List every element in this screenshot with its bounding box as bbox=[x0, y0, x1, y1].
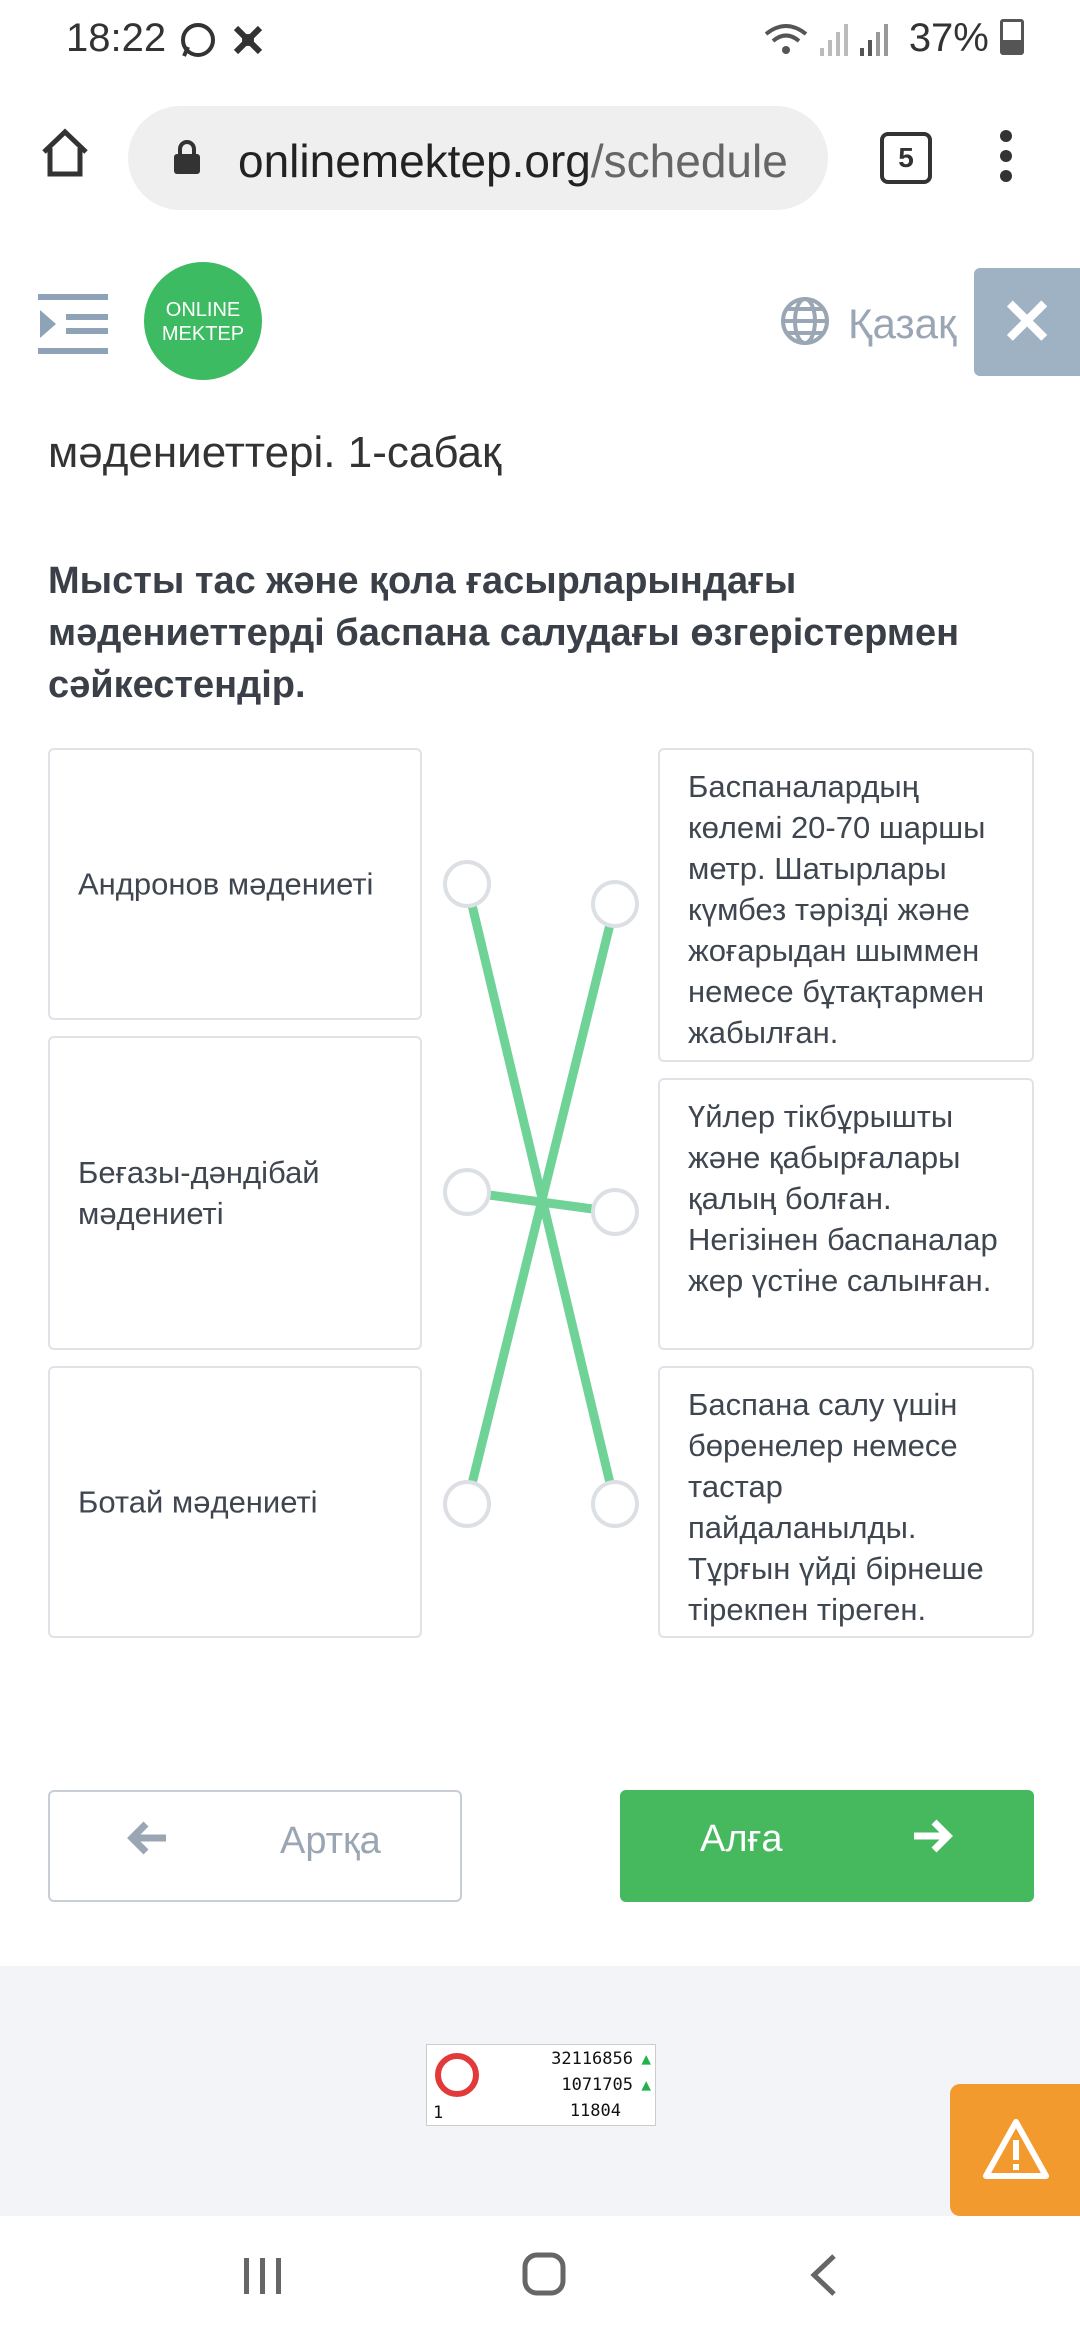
back-button[interactable] bbox=[48, 1790, 462, 1902]
right-connector-1[interactable] bbox=[591, 880, 639, 928]
counter-left-value: 1 bbox=[433, 2103, 444, 2123]
back-button-label: Артқа bbox=[280, 1820, 381, 1862]
counter-up-icon: ▲ bbox=[641, 2075, 651, 2094]
counter-value-2: 1071705 bbox=[561, 2075, 633, 2095]
tab-switcher-button[interactable]: 5 bbox=[880, 132, 932, 184]
next-button[interactable] bbox=[620, 1790, 1034, 1902]
battery-icon bbox=[1000, 19, 1024, 55]
matching-area bbox=[0, 740, 1080, 1660]
address-bar[interactable] bbox=[128, 106, 828, 210]
right-connector-2[interactable] bbox=[591, 1188, 639, 1236]
whatsapp-icon bbox=[178, 20, 218, 65]
language-selector[interactable]: Қазақ bbox=[780, 296, 956, 356]
report-problem-button[interactable] bbox=[950, 2084, 1080, 2216]
signal-icon-1 bbox=[818, 22, 850, 63]
counter-up-icon: ▲ bbox=[641, 2049, 651, 2068]
status-bar bbox=[0, 0, 1080, 88]
app-notification-icon bbox=[228, 20, 268, 65]
question-text: Мысты тас және қола ғасырларындағы мәдениеттерді баспана салудағы өзгерістермен сәйкестендір. bbox=[48, 560, 960, 706]
home-nav-icon[interactable] bbox=[522, 2252, 566, 2301]
lock-icon bbox=[172, 140, 202, 181]
online-mektep-logo[interactable]: ONLINE MEKTEP bbox=[144, 262, 262, 380]
visit-counter bbox=[426, 2044, 656, 2126]
globe-icon bbox=[780, 296, 830, 356]
lesson-title-line2: мәдениеттері. 1-сабақ bbox=[48, 428, 502, 477]
close-button[interactable]: ✕ bbox=[974, 268, 1080, 376]
recent-apps-icon[interactable] bbox=[242, 2256, 284, 2301]
right-card-label: Баспана салу үшін бөренелер немесе тастар пайдаланылды. Тұрғын үйді бірнеше тірекпен тіреген. bbox=[688, 1387, 984, 1627]
more-menu-icon[interactable] bbox=[998, 128, 1014, 189]
counter-value-3: 11804 bbox=[569, 2101, 621, 2121]
warning-icon bbox=[982, 2118, 1050, 2185]
signal-icon-2 bbox=[858, 22, 890, 63]
back-nav-icon[interactable] bbox=[808, 2252, 838, 2303]
left-connector-1[interactable] bbox=[443, 860, 491, 908]
match-lines bbox=[0, 740, 1080, 1660]
url-text: onlinemektep.org/schedule bbox=[238, 135, 788, 187]
right-card-label: Үйлер тікбұрышты және қабырғалары қалың болған. Негізінен баспаналар жер үстіне салынған. bbox=[688, 1099, 998, 1298]
battery-percent: 37% bbox=[909, 16, 1024, 61]
browser-toolbar bbox=[0, 88, 1080, 234]
menu-toggle-icon[interactable] bbox=[38, 292, 108, 359]
left-card-label: Беғазы-дәндібай мәдениеті bbox=[78, 1155, 320, 1231]
next-button-label: Алға bbox=[700, 1818, 783, 1860]
counter-value-1: 32116856 bbox=[551, 2049, 633, 2069]
site-header bbox=[0, 232, 1080, 412]
right-connector-3[interactable] bbox=[591, 1480, 639, 1528]
wifi-icon bbox=[764, 22, 808, 63]
left-connector-3[interactable] bbox=[443, 1480, 491, 1528]
arrow-right-icon bbox=[910, 1814, 954, 1869]
status-time: 18:22 bbox=[66, 16, 167, 60]
left-connector-2[interactable] bbox=[443, 1168, 491, 1216]
left-card-label: Ботай мәдениеті bbox=[78, 1484, 318, 1520]
home-icon[interactable] bbox=[38, 126, 92, 185]
counter-logo-icon bbox=[435, 2053, 479, 2097]
right-card-label: Баспаналардың көлемі 20-70 шаршы метр. Шатырлары күмбез тәрізді және жоғарыдан шыммен немесе бұтақтармен жабылған. bbox=[688, 769, 986, 1050]
left-card-label: Андронов мәдениеті bbox=[78, 866, 374, 902]
arrow-left-icon bbox=[126, 1816, 170, 1871]
android-navigation-bar bbox=[0, 2216, 1080, 2340]
